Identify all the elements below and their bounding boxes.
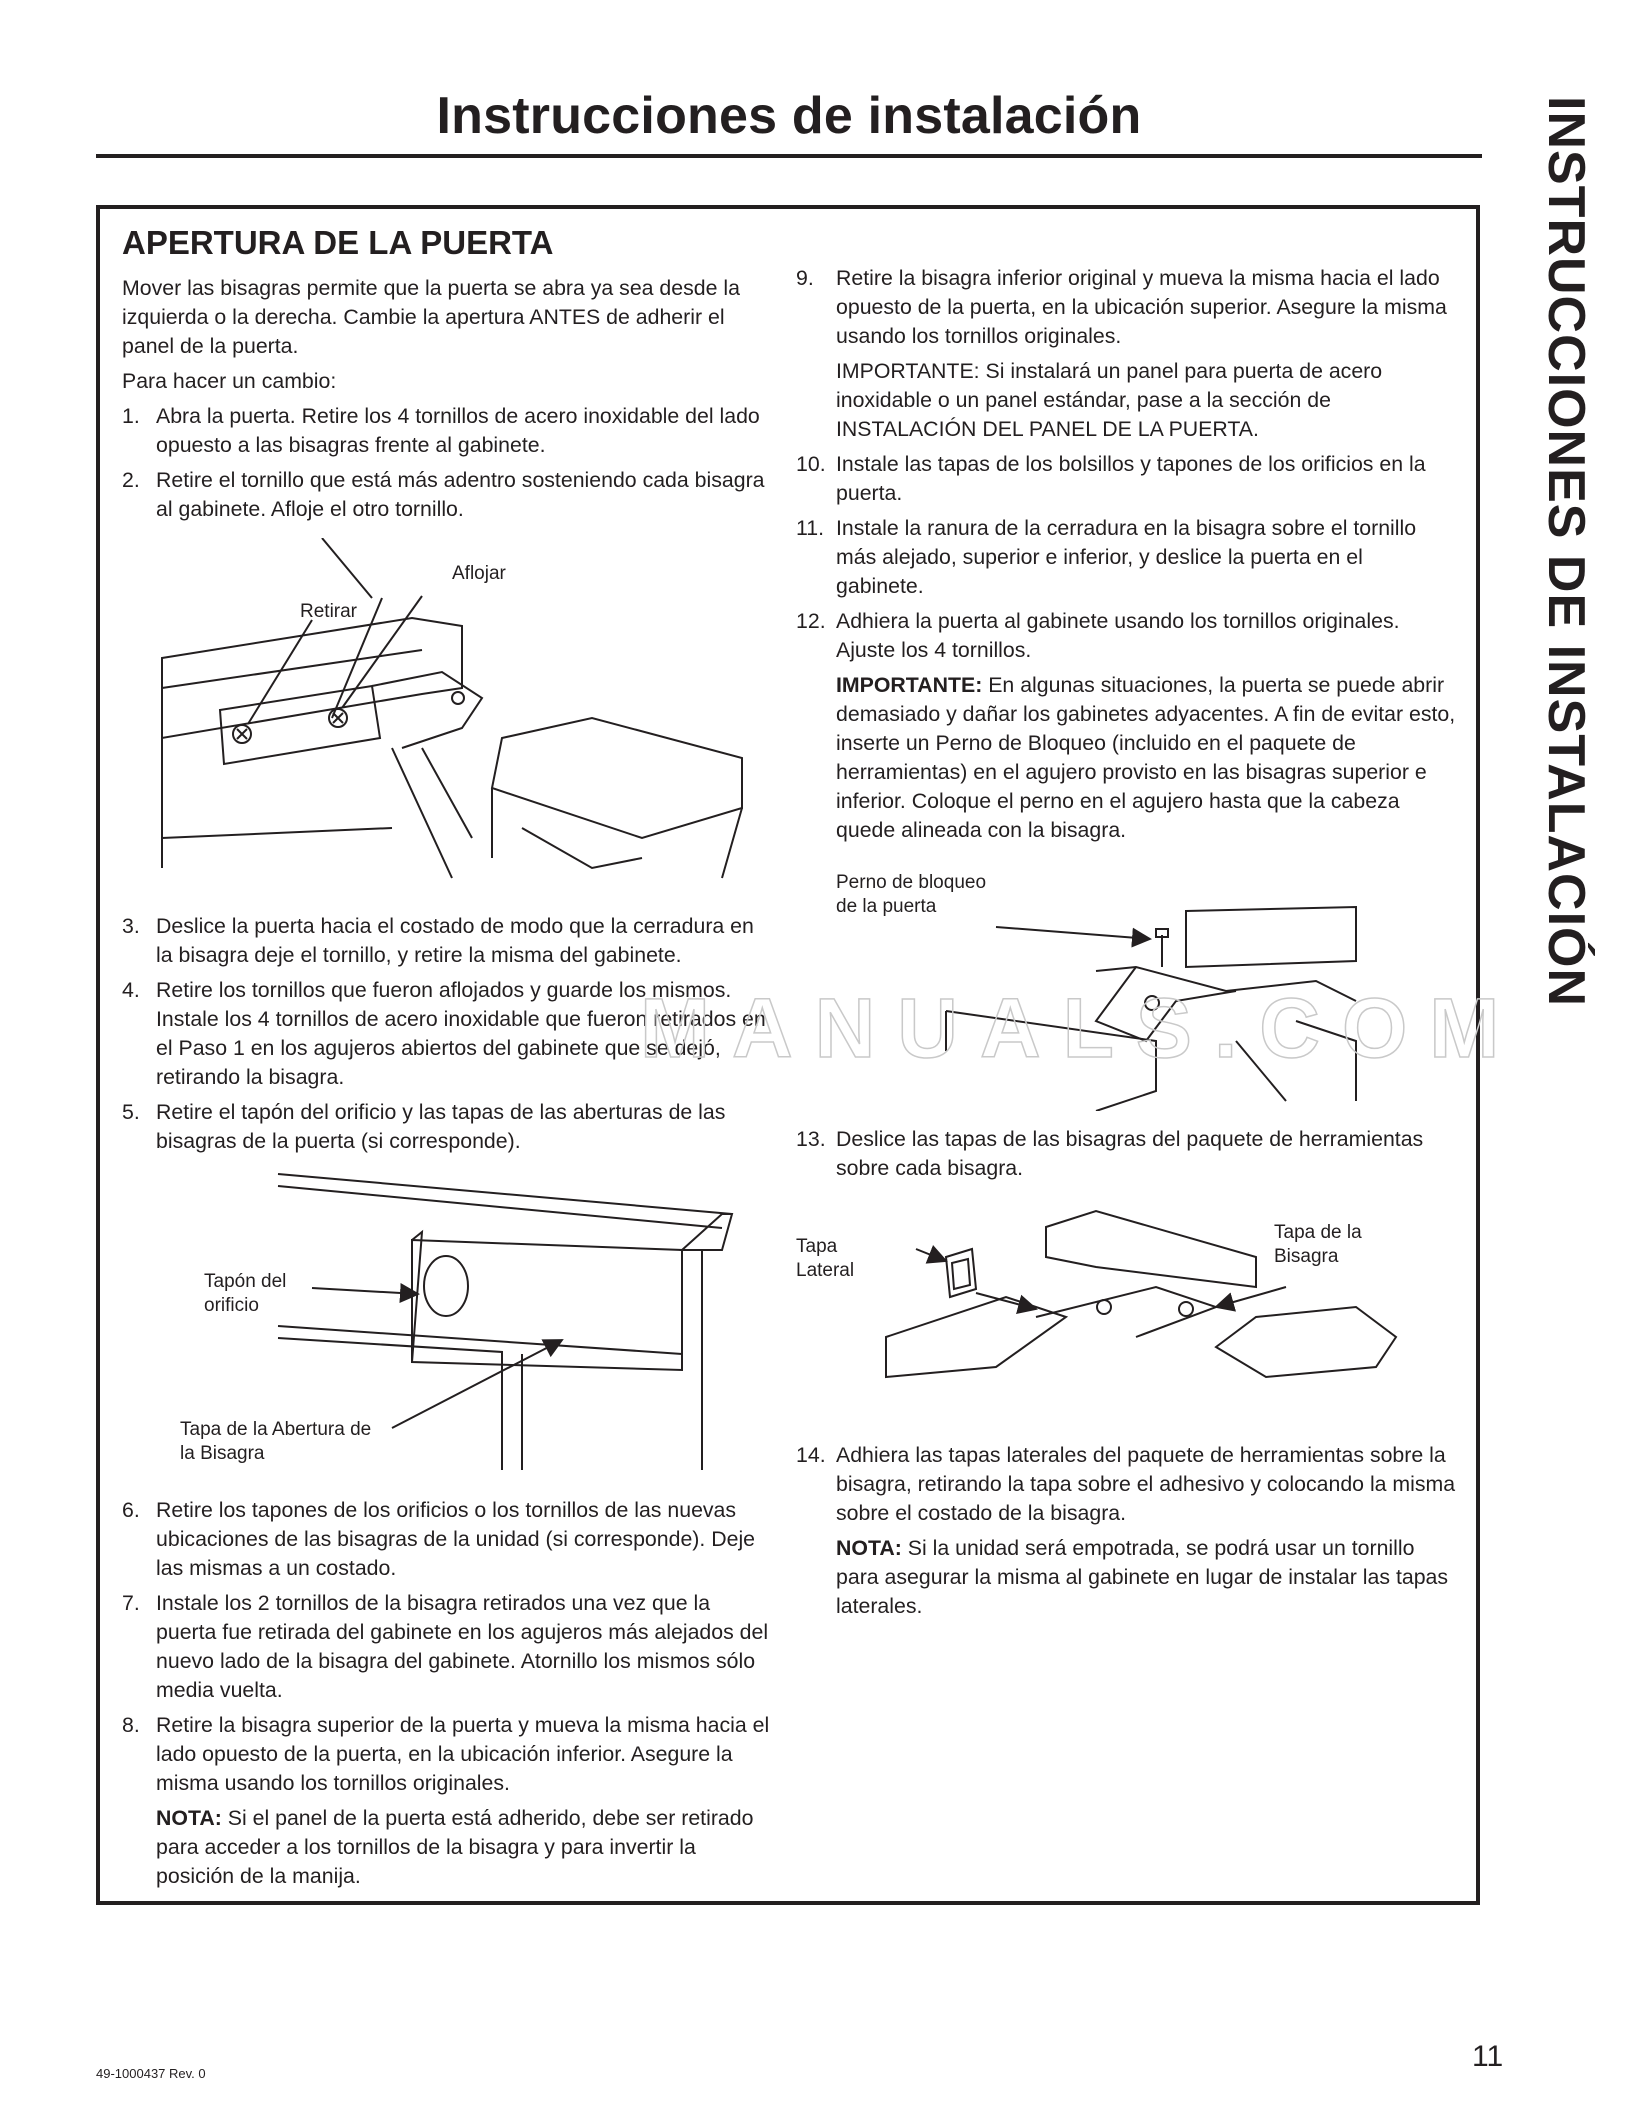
step-number: 10. — [796, 452, 826, 476]
step-number: 4. — [122, 978, 140, 1002]
step-number: 7. — [122, 1591, 140, 1615]
hinge-screws-figure — [122, 538, 772, 898]
note-label: NOTA: — [836, 1536, 902, 1560]
right-column — [796, 264, 1456, 1627]
lock-pin-label: Perno de bloqueo de la puerta — [836, 872, 987, 917]
intro-paragraph: Mover las bisagras permite que la puerta se abra ya sea desde la izquierda o la derecha. Cambie la apertura ANTES de adherir el panel de la puerta. — [122, 276, 740, 358]
note-text: Si el panel de la puerta está adherido, debe ser retirado para acceder a los tornillos de la bisagra y para invertir la posición de la manija. — [156, 1806, 754, 1888]
remove-label: Retirar — [300, 601, 358, 622]
step-text: Retire la bisagra superior de la puerta y mueva la misma hacia el lado opuesto de la puerta, en la ubicación inferior. Asegure la misma usando los tornillos originales. — [156, 1713, 770, 1795]
step-9 — [796, 264, 1456, 351]
hinge-covers-figure — [796, 1197, 1436, 1427]
step-9-important: IMPORTANTE: Si instalará un panel para puerta de acero inoxidable o un panel estándar, pase a la sección de INSTALACIÓN DEL PANEL DE LA PUERTA. — [836, 359, 1383, 441]
important-label: IMPORTANTE: — [836, 673, 983, 697]
title-rule — [96, 154, 1482, 158]
step-number: 2. — [122, 468, 140, 492]
page-number: 11 — [1472, 2040, 1504, 2073]
hinge-screws-drawing — [122, 538, 772, 898]
step-number: 11. — [796, 516, 825, 540]
step-8 — [122, 1711, 772, 1798]
hinge-opening-cover-label: Tapa de la Abertura de la Bisagra — [180, 1419, 372, 1464]
step-number: 1. — [122, 404, 140, 428]
document-id: 49-1000437 Rev. 0 — [96, 2066, 206, 2081]
step-text: Instale las tapas de los bolsillos y tapones de los orificios en la puerta. — [836, 452, 1426, 505]
step-text: Retire los tapones de los orificios o los tornillos de las nuevas ubicaciones de las bisagras de la unidad (si corresponde). Deje las mismas a un costado. — [156, 1498, 756, 1580]
step-6 — [122, 1496, 772, 1583]
step-text: Retire la bisagra inferior original y mueva la misma hacia el lado opuesto de la puerta, en la ubicación superior. Asegure la misma usando los tornillos originales. — [836, 266, 1447, 348]
step-text: Instale los 2 tornillos de la bisagra retirados una vez que la puerta fue retirada del gabinete en los agujeros más alejados del nuevo lado de la bisagra del gabinete. Atornillo los mismos sólo media vuelta. — [156, 1591, 769, 1702]
side-cover-label: Tapa Lateral — [796, 1236, 855, 1281]
step-3 — [122, 912, 772, 970]
important-text: En algunas situaciones, la puerta se puede abrir demasiado y dañar los gabinetes adyacentes. A fin de evitar esto, inserte un Perno de Bloqueo (incluido en el paquete de herramientas) en el agujero provisto en las bisagras superior e inferior. Coloque el perno en el agujero hasta que la cabeza quede alineada con la bisagra. — [836, 673, 1456, 842]
step-text: Retire los tornillos que fueron aflojados y guarde los mismos. Instale los 4 tornillos de acero inoxidable que fueron retirados en el Paso 1 en los agujeros abiertos del gabinete que se dejó, retirando la bisagra. — [156, 978, 766, 1089]
hinge-cover-label: Tapa de la Bisagra — [1274, 1222, 1362, 1267]
step-12 — [796, 607, 1456, 665]
step-12-important — [796, 671, 1456, 845]
step-text: Deslice las tapas de las bisagras del paquete de herramientas sobre cada bisagra. — [836, 1127, 1424, 1180]
step-2 — [122, 466, 772, 524]
step-number: 13. — [796, 1127, 826, 1151]
hole-plug-label: Tapón del orificio — [204, 1271, 287, 1316]
page-title: Instrucciones de instalación — [436, 87, 1142, 145]
step-number: 14. — [796, 1443, 826, 1467]
step-7 — [122, 1589, 772, 1705]
section-heading: APERTURA DE LA PUERTA — [122, 224, 554, 261]
step-number: 8. — [122, 1713, 140, 1737]
step-14 — [796, 1441, 1456, 1528]
step-number: 5. — [122, 1100, 140, 1124]
step-5 — [122, 1098, 772, 1156]
step-1 — [122, 402, 772, 460]
step-10 — [796, 450, 1456, 508]
step-11 — [796, 514, 1456, 601]
watermark: MANUALS.COM — [640, 981, 1522, 1075]
step-text: Deslice la puerta hacia el costado de modo que la cerradura en la bisagra deje el tornillo, y retire la misma del gabinete. — [156, 914, 754, 967]
step-text: Retire el tornillo que está más adentro sosteniendo cada bisagra al gabinete. Afloje el otro tornillo. — [156, 468, 765, 521]
step-8-note — [122, 1804, 772, 1891]
lead-text: Para hacer un cambio: — [122, 369, 337, 393]
step-text: Adhiera las tapas laterales del paquete de herramientas sobre la bisagra, retirando la tapa sobre el adhesivo y colocando la misma sobre el costado de la bisagra. — [836, 1443, 1456, 1525]
step-number: 12. — [796, 609, 826, 633]
step-14-note — [796, 1534, 1456, 1621]
hole-plug-figure — [122, 1170, 772, 1482]
note-label: NOTA: — [156, 1806, 222, 1830]
step-13 — [796, 1125, 1456, 1183]
note-text: Si la unidad será empotrada, se podrá usar un tornillo para asegurar la misma al gabinete en lugar de instalar las tapas laterales. — [836, 1536, 1449, 1618]
step-text: Retire el tapón del orificio y las tapas de las aberturas de las bisagras de la puerta (si corresponde). — [156, 1100, 726, 1153]
step-number: 9. — [796, 266, 814, 290]
side-section-tab: INSTRUCCIONES DE INSTALACIÓN — [1537, 96, 1595, 1008]
step-text: Instale la ranura de la cerradura en la bisagra sobre el tornillo más alejado, superior e inferior, y deslice la puerta en el gabinete. — [836, 516, 1417, 598]
loosen-label: Aflojar — [452, 563, 506, 584]
step-number: 3. — [122, 914, 140, 938]
step-text: Adhiera la puerta al gabinete usando los tornillos originales. Ajuste los 4 tornillos. — [836, 609, 1400, 662]
step-number: 6. — [122, 1498, 140, 1522]
step-text: Abra la puerta. Retire los 4 tornillos de acero inoxidable del lado opuesto a las bisagras frente al gabinete. — [156, 404, 760, 457]
